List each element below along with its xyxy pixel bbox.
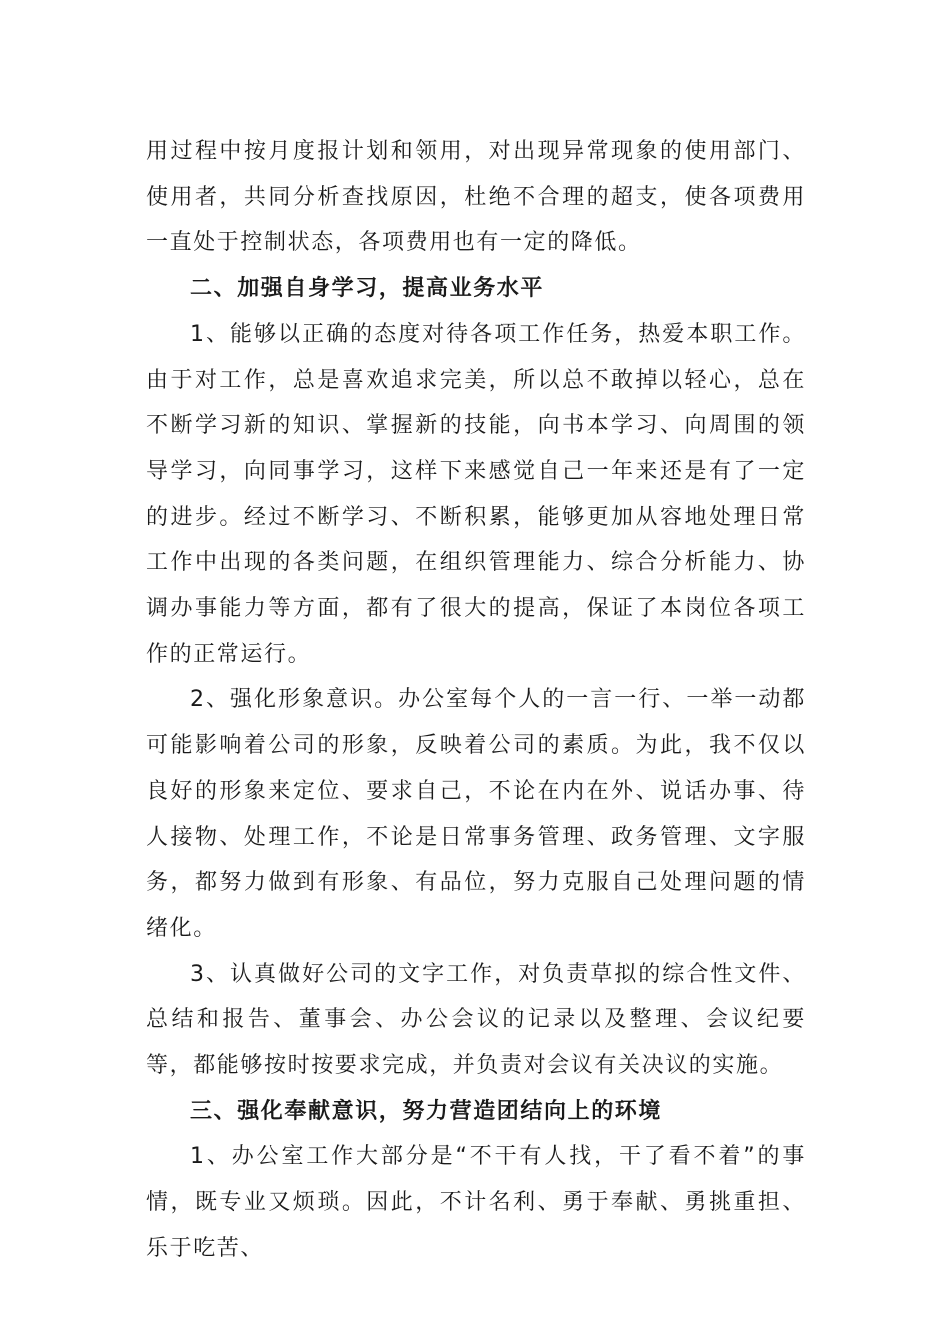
paragraph-2-2: 2、强化形象意识。办公室每个人的一言一行、一举一动都可能影响着公司的形象，反映着公司的素质。为此，我不仅以良好的形象来定位、要求自己，不论在内在外、说话办事、待人接物、处理工作，不论是日常事务管理、政务管理、文字服务，都努力做到有形象、有品位，努力克服自己处理问题的情绪化。 xyxy=(146,687,806,941)
paragraph-2-1: 1、能够以正确的态度对待各项工作任务，热爱本职工作。由于对工作，总是喜欢追求完美，所以总不敢掉以轻心，总在不断学习新的知识、掌握新的技能，向书本学习、向周围的领导学习，向同事学习，这样下来感觉自己一年来还是有了一定的进步。经过不断学习、不断积累，能够更加从容地处理日常工作中出现的各类问题，在组织管理能力、综合分析能力、协调办事能力等方面，都有了很大的提高，保证了本岗位各项工作的正常运行。 xyxy=(146,321,806,667)
paragraph-continuation: 用过程中按月度报计划和领用，对出现异常现象的使用部门、使用者，共同分析查找原因，杜绝不合理的超支，使各项费用一直处于控制状态，各项费用也有一定的降低。 xyxy=(146,139,806,256)
section-heading-3: 三、强化奉献意识，努力营造团结向上的环境 xyxy=(190,1098,663,1124)
paragraph-3-1: 1、办公室工作大部分是“不干有人找，干了看不着”的事情，既专业又烦琐。因此，不计名利、勇于奉献、勇挑重担、乐于吃苦、 xyxy=(146,1144,806,1261)
section-heading-2: 二、加强自身学习，提高业务水平 xyxy=(190,276,545,302)
paragraph-2-3: 3、认真做好公司的文字工作，对负责草拟的综合性文件、总结和报告、董事会、办公会议的记录以及整理、会议纪要等，都能够按时按要求完成，并负责对会议有关决议的实施。 xyxy=(146,961,806,1079)
document-body xyxy=(146,129,806,1272)
